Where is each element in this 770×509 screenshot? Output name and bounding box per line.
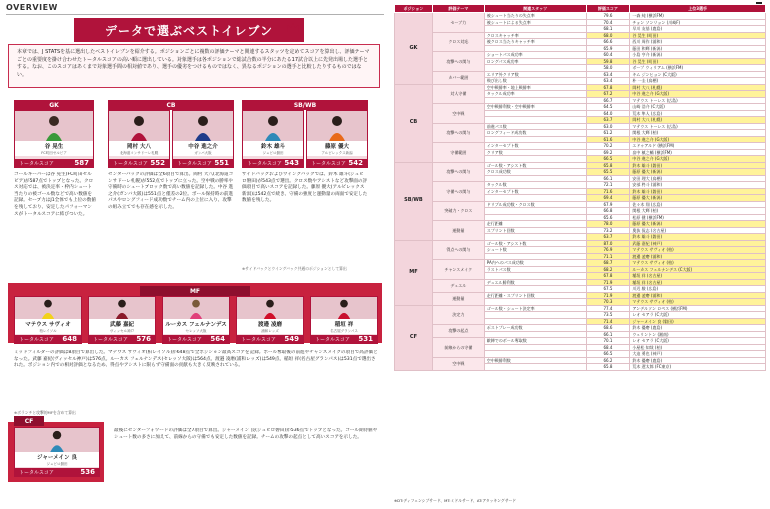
score-cell: 67.8 xyxy=(586,84,630,91)
player-cell: 藤田 和輝 (新潟) xyxy=(630,45,766,52)
table-header-row xyxy=(395,5,766,13)
theme-cell: 空中戦 xyxy=(432,104,484,124)
score-cell: 65.5 xyxy=(586,169,630,176)
player-score: トータルスコア 564 xyxy=(163,335,229,343)
stats-cell: ゴール数・アシスト数 xyxy=(484,240,586,247)
score-cell: 63.0 xyxy=(586,123,630,130)
theme-cell: 攻撃への関与 xyxy=(432,123,484,143)
score-cell: 68.4 xyxy=(586,344,630,351)
theme-cell: デュエル xyxy=(432,279,484,292)
score-cell: 61.2 xyxy=(586,130,630,137)
stats-cell: ゴール数・アシスト数 xyxy=(484,162,586,169)
player-photo xyxy=(173,111,233,141)
player-silhouette-icon xyxy=(39,299,57,319)
stats-cell: シュート数 xyxy=(484,247,586,254)
player-name: 谷 晃生 xyxy=(15,141,93,150)
stats-cell: ゴール数・シュート決定率 xyxy=(484,305,586,312)
position-cell: SB/WB xyxy=(395,162,433,240)
stats-cell xyxy=(484,364,586,371)
mf-description: ミッドフィルダーの評価は8項目で算出した。マテウス サヴィオ(柏レイソル)が648点で全ポジション最高スコアを記録。ボール奪取後の前進やチャンスメイクの項目で高評価となった。武藤 嘉紀(ヴィッセル神戸)は576点。ルーカス フェルナンデス(セレッソ大阪)は564点、渡邉 凌磨(浦和レッズ)は549点、稲垣 祥(名古屋グランパス)は531点で選出された。ポジション内での相対評価となるため、得点やアシストに限らず守備面の貢献も大きく反映されている。 xyxy=(14,350,378,369)
stats-cell: インターセプト数 xyxy=(484,188,586,195)
theme-cell: カバー範囲 xyxy=(432,71,484,84)
player-photo xyxy=(109,111,169,141)
score-cell: 66.1 xyxy=(586,175,630,182)
score-cell: 60.4 xyxy=(586,52,630,59)
score-cell: 65.8 xyxy=(586,162,630,169)
player-cell: 小島 亨介 (新潟) xyxy=(630,52,766,59)
player-cell: 荒木 遼太郎 (FC東京) xyxy=(630,364,766,371)
score-cell: 71.6 xyxy=(586,188,630,195)
stats-cell: 被シュート当たりの失点率 xyxy=(484,13,586,20)
position-cell: CB xyxy=(395,84,433,162)
player-cell: 鈴木 優磨 (鹿島) xyxy=(630,357,766,364)
player-cell: 谷 晃生 (町田) xyxy=(630,58,766,65)
ranking-body xyxy=(395,13,766,371)
header-player: 上位3選手 xyxy=(630,5,766,13)
player-name: 鈴木 雄斗 xyxy=(243,141,303,150)
player-photo xyxy=(237,297,303,319)
sb-note: ※サイドバックとウイングバック共通のポジションとして算出 xyxy=(242,266,347,271)
theme-cell: 攻撃への関与 xyxy=(432,162,484,182)
player-cell: ルーカス フェルナンデス (C大阪) xyxy=(630,266,766,273)
theme-cell: チャンスメイク xyxy=(432,260,484,280)
gk-description: ゴールキーパーは谷 晃生(FC町田ゼルビア)が587点でトップとなった。クロス対応では、被決定率・枠内シュート当たりの被ゴール数などで高い数値を記録。セーブ力はJ1全体でも上位の数値を残しており、安定したパフォーマンスがトータルスコアに結びついた。 xyxy=(14,172,96,217)
player-team: セレッソ大阪 xyxy=(163,328,229,334)
stats-cell: 走行距離 xyxy=(484,221,586,228)
theme-cell: 運動量 xyxy=(432,221,484,241)
stats-cell: 走行距離・スプリント回数 xyxy=(484,292,586,299)
score-cell: 65.8 xyxy=(586,364,630,371)
score-cell: 70.1 xyxy=(586,338,630,345)
player-card-sb-1 xyxy=(242,110,304,168)
player-team: アルビレックス新潟 xyxy=(307,150,367,156)
page-title: データで選ぶベストイレブン xyxy=(74,18,304,42)
player-cell: 佐々木 翔 (広島) xyxy=(630,201,766,208)
stats-cell: ポストプレー成功数 xyxy=(484,325,586,332)
player-cell: 大迫 勇也 (神戸) xyxy=(630,351,766,358)
stats-cell: ロングパス成功率 xyxy=(484,58,586,65)
score-cell: 71.1 xyxy=(586,253,630,260)
player-photo xyxy=(15,111,93,141)
player-team: 柏レイソル xyxy=(15,328,81,334)
theme-cell: 攻撃の起点 xyxy=(432,325,484,338)
player-card-cf xyxy=(14,427,100,477)
right-page xyxy=(390,0,770,509)
player-cell: 荒木 隼人 (広島) xyxy=(630,110,766,117)
player-photo xyxy=(243,111,303,141)
player-cell: 渡邉 凌磨 (浦和) xyxy=(630,292,766,299)
score-cell: 68.1 xyxy=(586,26,630,33)
player-cell: 関根 大輝 (柏) xyxy=(630,208,766,215)
stats-cell: ラストパス数 xyxy=(484,266,586,273)
position-cell: GK xyxy=(395,13,433,85)
score-cell: 69.2 xyxy=(586,149,630,156)
score-cell: 77.4 xyxy=(586,305,630,312)
player-cell: ウェリントン (湘南) xyxy=(630,331,766,338)
player-score: トータルスコア 543 xyxy=(243,159,303,167)
position-label-sbwb: SB/WB xyxy=(242,100,368,110)
player-cell: 渡邉 凌磨 (浦和) xyxy=(630,253,766,260)
player-cell: アンデルソン ロペス (横浜FM) xyxy=(630,305,766,312)
score-cell: 64.0 xyxy=(586,110,630,117)
player-card-cb-1 xyxy=(108,110,170,168)
score-cell: 76.9 xyxy=(586,247,630,254)
stats-cell: クロスキャッチ率 xyxy=(484,32,586,39)
player-cell: 中谷 進之介 (G大阪) xyxy=(630,156,766,163)
player-cell: 川辺 駿 (広島) xyxy=(630,286,766,293)
player-team: ヴィッセル神戸 xyxy=(89,328,155,334)
player-team: ジュビロ磐田 xyxy=(243,150,303,156)
score-cell: 65.9 xyxy=(586,45,630,52)
player-score: トータルスコア 576 xyxy=(89,335,155,343)
player-cell: マテウス サヴィオ (柏) xyxy=(630,299,766,306)
player-cell: 中谷 進之介 (G大阪) xyxy=(630,136,766,143)
player-cell: マテウス トーレス (広島) xyxy=(630,97,766,104)
score-cell: 66.5 xyxy=(586,351,630,358)
player-score: トータルスコア 536 xyxy=(15,468,99,476)
player-silhouette-icon xyxy=(48,430,66,452)
player-card-mf-5 xyxy=(310,296,378,344)
theme-cell: 決定力 xyxy=(432,305,484,325)
score-cell: 67.5 xyxy=(586,286,630,293)
player-name: 藤原 優大 xyxy=(307,141,367,150)
header-score: 評価スコア xyxy=(586,5,630,13)
score-cell: 79.6 xyxy=(586,13,630,20)
score-cell: 72.1 xyxy=(586,182,630,189)
score-cell: 66.2 xyxy=(586,357,630,364)
score-cell: 68.6 xyxy=(586,325,630,332)
score-cell: 68.7 xyxy=(586,260,630,267)
stats-cell: エリア外クリア数 xyxy=(484,71,586,78)
player-cell: レオ セアラ (C大阪) xyxy=(630,338,766,345)
player-photo xyxy=(15,297,81,319)
stats-cell: デュエル勝利数 xyxy=(484,279,586,286)
player-cell: エドゥアルド (横浜FM) xyxy=(630,143,766,150)
player-cell: マテウス トーレス (広島) xyxy=(630,123,766,130)
player-cell: マテウス サヴィオ (柏) xyxy=(630,260,766,267)
stats-cell: 空中戦勝率・地上戦勝率 xyxy=(484,84,586,91)
player-cell: 鈴木 雄斗 (磐田) xyxy=(630,162,766,169)
header-stats: 関連スタッツ xyxy=(484,5,586,13)
header-position: ポジション xyxy=(395,5,433,13)
score-cell: 71.9 xyxy=(586,292,630,299)
stats-cell: タックル数 xyxy=(484,182,586,189)
player-team: 北海道コンサドーレ札幌 xyxy=(109,150,169,156)
theme-cell: 得点への関与 xyxy=(432,240,484,260)
position-label-gk: GK xyxy=(14,100,94,110)
score-cell: 66.5 xyxy=(586,156,630,163)
score-cell: 78.0 xyxy=(586,221,630,228)
player-score: トータルスコア 549 xyxy=(237,335,303,343)
player-name: 中谷 進之介 xyxy=(173,141,233,150)
score-cell: 61.6 xyxy=(586,136,630,143)
position-cell: CF xyxy=(395,305,433,370)
player-cell: 鈴木 雄斗 (磐田) xyxy=(630,188,766,195)
player-score: トータルスコア 542 xyxy=(307,159,367,167)
player-cell: ボープ ウィリアム (横浜FM) xyxy=(630,65,766,72)
player-silhouette-icon xyxy=(45,115,63,141)
score-cell: 70.3 xyxy=(586,299,630,306)
player-cell: 稲垣 祥 (名古屋) xyxy=(630,273,766,280)
player-name: マテウス サヴィオ xyxy=(15,319,81,328)
intro-text: 本章では、J STATSを基に選出したベストイレブンを紹介する。ポジションごとに複数の評価テーマと関連するスタッツを定めてスコアを算出し、評価テーマごとの重要度を掛け合わせたトータルスコアの高い順に選出している。対象選手は各ポジションで総試合数の半分にあたる17試合以上に先発出場した選手とする。なお、このスコアはあくまで対象選手間の相対値であり、選手の優劣をつけるものではなく、異なるポジションの選手と比較したりするものではない。 xyxy=(8,44,380,88)
table-footnote: ※DT:ディフェンシブサード、MT:ミドルサード、AT:アタッキングサード xyxy=(394,498,517,503)
player-cell: 藤原 優大 (新潟) xyxy=(630,195,766,202)
player-cell: マテウス サヴィオ (柏) xyxy=(630,247,766,254)
position-cell: MF xyxy=(395,240,433,305)
player-cell: チョン ソンリョン (川崎F) xyxy=(630,19,766,26)
theme-cell: 対人守備 xyxy=(432,84,484,104)
player-silhouette-icon xyxy=(328,115,346,141)
player-cell: 中谷 進之介 (G大阪) xyxy=(630,91,766,98)
score-cell: 67.9 xyxy=(586,201,630,208)
player-cell: 藤原 優大 (新潟) xyxy=(630,169,766,176)
theme-cell: 守備範囲 xyxy=(432,143,484,163)
stats-cell: PA内へのパス成功数 xyxy=(484,260,586,267)
stats-cell: インターセプト数 xyxy=(484,143,586,150)
score-cell: 68.0 xyxy=(586,32,630,39)
player-card-cb-2 xyxy=(172,110,234,168)
player-photo xyxy=(307,111,367,141)
player-silhouette-icon xyxy=(187,299,205,319)
player-name: 武藤 嘉紀 xyxy=(89,319,155,328)
player-name: 岡村 大八 xyxy=(109,141,169,150)
player-name: ジャーメイン 良 xyxy=(15,452,99,461)
score-cell: 66.1 xyxy=(586,331,630,338)
player-silhouette-icon xyxy=(264,115,282,141)
player-silhouette-icon xyxy=(261,299,279,319)
player-cell: 奥抜 侃志 (名古屋) xyxy=(630,227,766,234)
score-cell: 69.4 xyxy=(586,195,630,202)
player-name: 稲垣 祥 xyxy=(311,319,377,328)
player-team: ジュビロ磐田 xyxy=(15,461,99,467)
score-cell: 68.2 xyxy=(586,266,630,273)
score-cell: 63.4 xyxy=(586,71,630,78)
cb-description: センターバックの評価は全6項目で算出。岡村 大八(北海道コンサドーレ札幌)が552点でトップに立った。空中戦の勝率や守備時のシュートブロック数で高い数値を記録した。中谷 進之介(ガンバ大阪)は551点と僅差の2位。ボール保持時の前進パスやロングフィード成功数でチーム内の上位に入り、攻撃の組み立てでも存在感を示した。 xyxy=(108,172,234,210)
score-cell: 70.4 xyxy=(586,19,630,26)
theme-cell: 前線からの守備 xyxy=(432,338,484,358)
score-cell: 59.8 xyxy=(586,58,630,65)
score-cell: 63.7 xyxy=(586,234,630,241)
player-team: ガンバ大阪 xyxy=(173,150,233,156)
player-cell: レオ セアラ (C大阪) xyxy=(630,312,766,319)
player-score: トータルスコア 552 xyxy=(109,159,169,167)
player-cell: 岡村 大八 (札幌) xyxy=(630,117,766,124)
header-theme: 評価テーマ xyxy=(432,5,484,13)
player-cell: 小屋松 知哉 (柏) xyxy=(630,344,766,351)
player-score: トータルスコア 587 xyxy=(15,159,93,167)
player-silhouette-icon xyxy=(130,115,148,141)
stats-cell: ロングフィード成功数 xyxy=(484,130,586,137)
position-label-mf: MF xyxy=(140,286,250,296)
player-card-mf-3 xyxy=(162,296,230,344)
stats-cell: クリア数 xyxy=(484,149,586,156)
section-divider xyxy=(6,14,384,15)
stats-cell: ショートパス成功率 xyxy=(484,52,586,59)
stats-cell: クロス成功数 xyxy=(484,169,586,176)
player-cell: 朴 一圭 (鳥栖) xyxy=(630,78,766,85)
stats-cell: ドリブル成功数・クロス数 xyxy=(484,201,586,208)
player-silhouette-icon xyxy=(194,115,212,141)
position-label-cf: CF xyxy=(14,416,44,426)
player-photo xyxy=(15,428,99,452)
stats-cell: 空中戦勝利数・空中戦勝率 xyxy=(484,104,586,111)
player-silhouette-icon xyxy=(335,299,353,319)
score-cell: 71.9 xyxy=(586,279,630,286)
player-score: トータルスコア 648 xyxy=(15,335,81,343)
player-team: 浦和レッズ xyxy=(237,328,303,334)
stats-cell: 敵陣でのボール奪取数 xyxy=(484,338,586,345)
player-card-mf-2 xyxy=(88,296,156,344)
player-team: 名古屋グランパス xyxy=(311,328,377,334)
crown-icon xyxy=(286,22,300,34)
player-photo xyxy=(163,297,229,319)
score-cell: 66.7 xyxy=(586,97,630,104)
theme-cell: クロス対応 xyxy=(432,32,484,52)
player-cell: 西川 周作 (浦和) xyxy=(630,39,766,46)
score-cell: 67.8 xyxy=(586,273,630,280)
player-cell: 早川 友基 (鹿島) xyxy=(630,26,766,33)
player-score: トータルスコア 531 xyxy=(311,335,377,343)
score-cell: 58.0 xyxy=(586,65,630,72)
player-card-gk xyxy=(14,110,94,168)
score-cell: 63.7 xyxy=(586,117,630,124)
player-card-sb-2 xyxy=(306,110,368,168)
player-cell: 稲垣 祥 (名古屋) xyxy=(630,279,766,286)
player-cell: 松原 健 (横浜FM) xyxy=(630,214,766,221)
section-title: OVERVIEW xyxy=(6,3,58,12)
stats-cell: スプリント回数 xyxy=(484,227,586,234)
player-cell: 岡村 大八 (札幌) xyxy=(630,84,766,91)
theme-cell: 運動量 xyxy=(432,292,484,305)
player-cell: 鈴木 雄斗 (磐田) xyxy=(630,234,766,241)
theme-cell: 空中戦 xyxy=(432,357,484,370)
player-name: 渡邉 凌磨 xyxy=(237,319,303,328)
score-cell: 70.2 xyxy=(586,143,630,150)
player-cell: 安部 柊斗 (浦和) xyxy=(630,182,766,189)
player-cell: キム ジンヒョン (C大阪) xyxy=(630,71,766,78)
player-cell: 畠中 槙之輔 (横浜FM) xyxy=(630,149,766,156)
player-name: ルーカス フェルナンデス xyxy=(163,319,229,328)
score-cell: 67.2 xyxy=(586,91,630,98)
stats-cell: 空中戦勝利数 xyxy=(484,357,586,364)
cf-description: 最後にセンターフォワードの評価は全7項目で算出。ジャーメイン 良(ジュビロ磐田)が536点でトップとなった。ゴール期待値やシュート数の多さに加えて、前線からの守備でも安定した数値を記録。チームの攻撃の起点として高いスコアを示した。 xyxy=(114,428,378,440)
player-score: トータルスコア 551 xyxy=(173,159,233,167)
stats-cell: 前進パス数 xyxy=(484,123,586,130)
mf-note: ※ボランチと攻撃的MFを含めて算出 xyxy=(14,410,76,415)
ranking-table xyxy=(394,4,766,371)
player-photo xyxy=(311,297,377,319)
theme-cell: 突破力・クロス xyxy=(432,201,484,221)
score-cell: 87.0 xyxy=(586,240,630,247)
player-card-mf-1 xyxy=(14,296,82,344)
player-cell: 武藤 嘉紀 (神戸) xyxy=(630,240,766,247)
player-team: FC町田ゼルビア xyxy=(15,150,93,156)
player-cell: 谷 晃生 (町田) xyxy=(630,32,766,39)
stats-cell: 飛び出し数 xyxy=(484,78,586,85)
player-silhouette-icon xyxy=(113,299,131,319)
stats-cell: 被クロス当たりキャッチ率 xyxy=(484,39,586,46)
position-label-cb: CB xyxy=(108,100,234,110)
stats-cell: タックル成功率 xyxy=(484,91,586,98)
score-cell: 73.2 xyxy=(586,227,630,234)
theme-cell: 攻撃への関与 xyxy=(432,52,484,72)
player-cell: 安田 理大 (鳥栖) xyxy=(630,175,766,182)
player-cell: 藤原 優大 (新潟) xyxy=(630,221,766,228)
score-cell: 64.5 xyxy=(586,104,630,111)
player-cell: 山崎 浩介 (C大阪) xyxy=(630,104,766,111)
theme-cell: セーブ力 xyxy=(432,13,484,33)
player-cell: 一森 純 (横浜FM) xyxy=(630,13,766,20)
score-cell: 66.6 xyxy=(586,39,630,46)
theme-cell: 守備への関与 xyxy=(432,182,484,202)
score-cell: 65.6 xyxy=(586,214,630,221)
score-cell: 73.5 xyxy=(586,312,630,319)
sb-description: サイドバックおよびウイングバックでは、鈴木 雄斗(ジュビロ磐田)が543点で選出。クロス数やアシストなど攻撃面の評価項目で高いスコアを記録した。藤原 優大(アルビレックス新潟)は542点で続き、守備の強度と運動量の両面で安定した数値を残した。 xyxy=(242,172,368,204)
player-cell: 関根 大輝 (柏) xyxy=(630,130,766,137)
player-cell: ジャーメイン 良 (磐田) xyxy=(630,318,766,325)
score-cell: 66.8 xyxy=(586,208,630,215)
player-card-mf-4 xyxy=(236,296,304,344)
player-cell: 鈴木 優磨 (鹿島) xyxy=(630,325,766,332)
player-photo xyxy=(89,297,155,319)
score-cell: 63.4 xyxy=(586,78,630,85)
stats-cell: 被シュートによる失点率 xyxy=(484,19,586,26)
score-cell: 71.4 xyxy=(586,318,630,325)
